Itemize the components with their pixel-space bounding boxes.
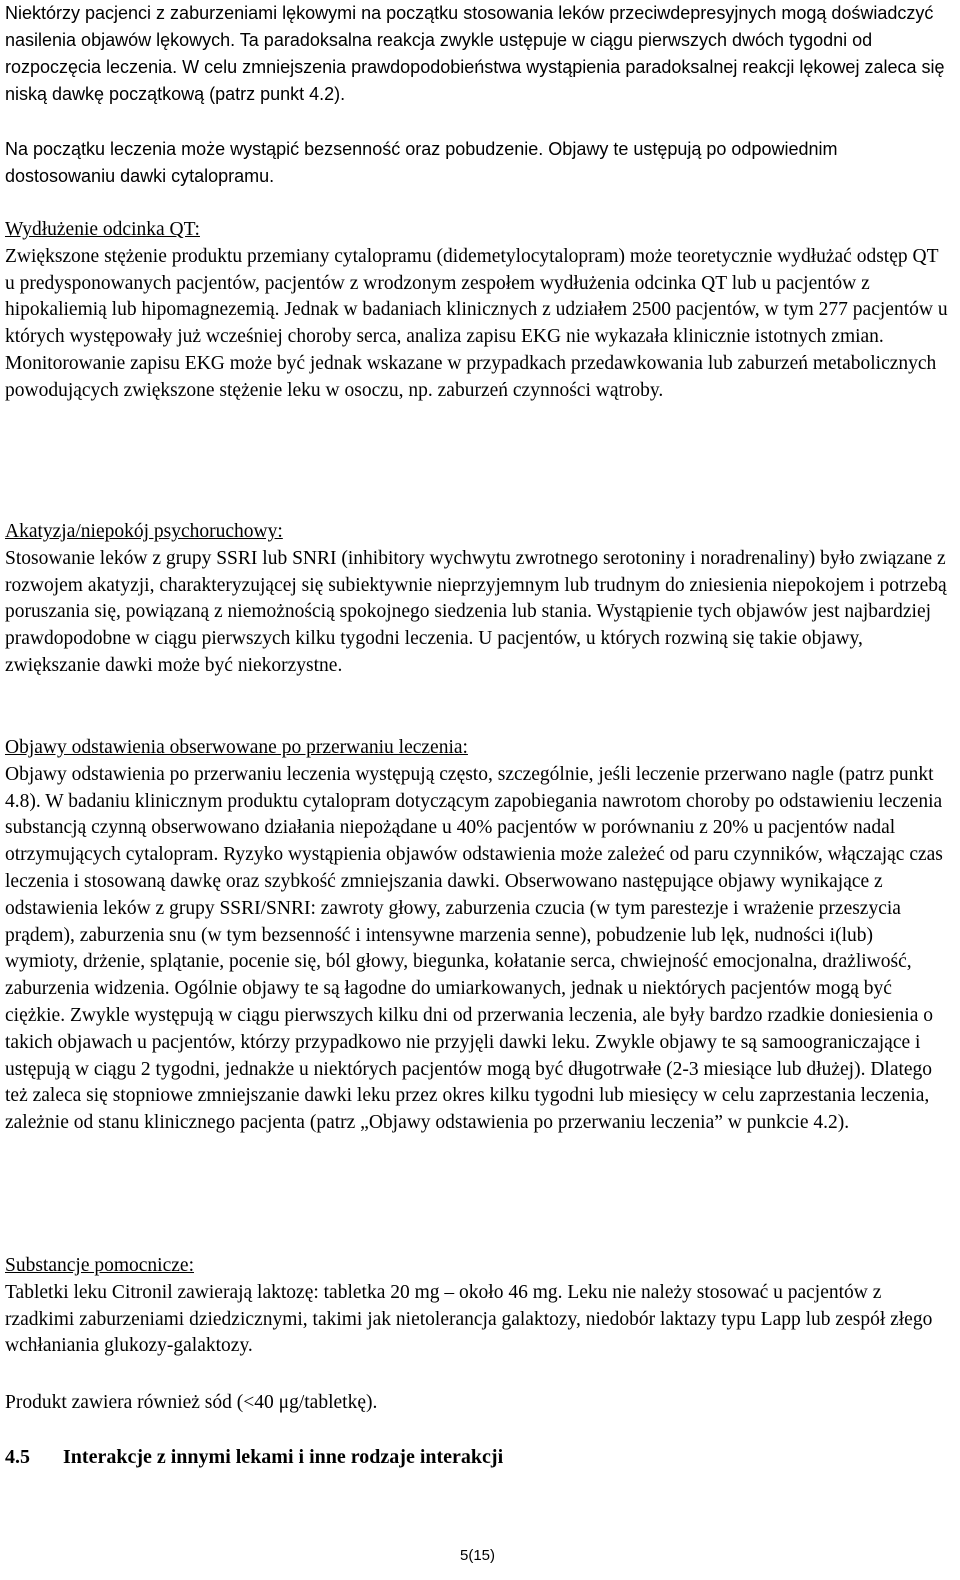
paragraph-qt-monitoring: Monitorowanie zapisu EKG może być jednak wskazane w przypadkach przedawkowania lub zaburzeń metabolicznych powodujących zwiększone stężenie leku w osoczu, np. zaburzeń czynności wątroby.: [5, 352, 937, 401]
paragraph-pomocnicze-body: Tabletki leku Citronil zawierają laktozę: tabletka 20 mg – około 46 mg. Leku nie należy stosować u pacjentów z rzadkimi zaburzeniami dziedzicznymi, takimi jak nietolerancja galaktozy, niedobór laktazy typu Lapp lub zespół złego wchłaniania glukozy-galaktozy.: [5, 1281, 933, 1357]
section-pomocnicze: [5, 1253, 950, 1360]
section-qt: [5, 217, 950, 405]
heading-akatyzja: Akatyzja/niepokój psychoruchowy:: [5, 521, 283, 542]
heading-odstawienie: Objawy odstawienia obserwowane po przerwaniu leczenia:: [5, 737, 468, 758]
section-odstawienie: [5, 735, 950, 1137]
paragraph-qt-body: Zwiększone stężenie produktu przemiany cytalopramu (didemetylocytalopram) może teoretycznie wydłużać odstęp QT u predysponowanych pacjentów, pacjentów z wrodzonym zespołem wydłużenia odcinka QT lub u pacjentów z hipokaliemią lub hipomagnezemią. Jednak w badaniach klinicznych z udziałem 2500 pacjentów, w tym 277 pacjentów u których występowały już wcześniej choroby serca, analiza zapisu EKG nie wykazała klinicznie istotnych zmian.: [5, 245, 948, 348]
section-akatyzja: [5, 519, 950, 680]
heading-pomocnicze: Substancje pomocnicze:: [5, 1255, 194, 1276]
section-number: 4.5: [5, 1446, 30, 1468]
paragraph-sod: Produkt zawiera również sód (<40 μg/tabletkę).: [5, 1392, 378, 1413]
paragraph-bezsennosc: Na początku leczenia może wystąpić bezsenność oraz pobudzenie. Objawy te ustępują po odpowiednim dostosowaniu dawki cytalopramu.: [5, 139, 838, 186]
page-number: 5(15): [459, 1547, 496, 1564]
paragraph-odstawienie-body: Objawy odstawienia po przerwaniu leczenia występują często, szczególnie, jeśli leczenie przerwano nagle (patrz punkt 4.8). W badaniu klinicznym produktu cytalopram dotyczącym zapobiegania nawrotom choroby po odstawieniu leczenia substancją czynną obserwowano działania niepożądane u 40% pacjentów w porównaniu z 20% u pacjentów nadal otrzymujących cytalopram. Ryzyko wystąpienia objawów odstawienia może zależeć od paru czynników, włączając czas leczenia i stosowaną dawkę oraz szybkość zmniejszania dawki. Obserwowano następujące objawy wynikające z odstawienia leków z grupy SSRI/SNRI: zawroty głowy, zaburzenia czucia (w tym parestezje i wrażenie przeszycia prądem), zaburzenia snu (w tym bezsenność i intensywne marzenia senne), pobudzenie lub lęk, nudności i(lub) wymioty, drżenie, splątanie, pocenie się, ból głowy, biegunka, kołatanie serca, chwiejność emocjonalna, drażliwość, zaburzenia widzenia. Ogólnie objawy te są łagodne do umiarkowanych, jednak u niektórych pacjentów mogą być ciężkie. Zwykle występują w ciągu pierwszych kilku dni od przerwania leczenia, ale były bardzo rzadkie doniesienia o takich objawach u pacjentów, którzy przypadkowo nie przyjęli dawki leku. Zwykle objawy te są samoograniczające i ustępują w ciągu 2 tygodni, jednakże u niektórych pacjentów mogą być długotrwałe (2-3 miesiące lub dłużej). Dlatego też zaleca się stopniowe zmniejszanie dawki leku przez okres kilku tygodni lub miesięcy w celu zaprzestania leczenia, zależnie od stanu klinicznego pacjenta (patrz „Objawy odstawienia po przerwaniu leczenia” w punkcie 4.2).: [5, 763, 943, 1134]
heading-qt: Wydłużenie odcinka QT:: [5, 219, 200, 240]
paragraph-lekowe: Niektórzy pacjenci z zaburzeniami lękowymi na początku stosowania leków przeciwdepresyjnych mogą doświadczyć nasilenia objawów lękowych. Ta paradoksalna reakcja zwykle ustępuje w ciągu pierwszych dwóch tygodni od rozpoczęcia leczenia. W celu zmniejszenia prawdopodobieństwa wystąpienia paradoksalnej reakcji lękowej zaleca się niską dawkę początkową (patrz punkt 4.2).: [5, 3, 945, 104]
section-title: Interakcje z innymi lekami i inne rodzaje interakcji: [63, 1446, 504, 1468]
paragraph-akatyzja-body: Stosowanie leków z grupy SSRI lub SNRI (inhibitory wychwytu zwrotnego serotoniny i noradrenaliny) było związane z rozwojem akatyzji, charakteryzującej się subiektywnie nieprzyjemnym lub trudnym do zniesienia niepokojem i potrzebą poruszania się, powiązaną z niemożnością spokojnego siedzenia lub stania. Wystąpienie tych objawów jest najbardziej prawdopodobne w ciągu pierwszych kilku tygodni leczenia. U pacjentów, u których rozwiną się takie objawy, zwiększanie dawki może być niekorzystne.: [5, 547, 947, 676]
section-heading-4-5: [5, 1444, 950, 1470]
document-page: [5, 0, 950, 1580]
